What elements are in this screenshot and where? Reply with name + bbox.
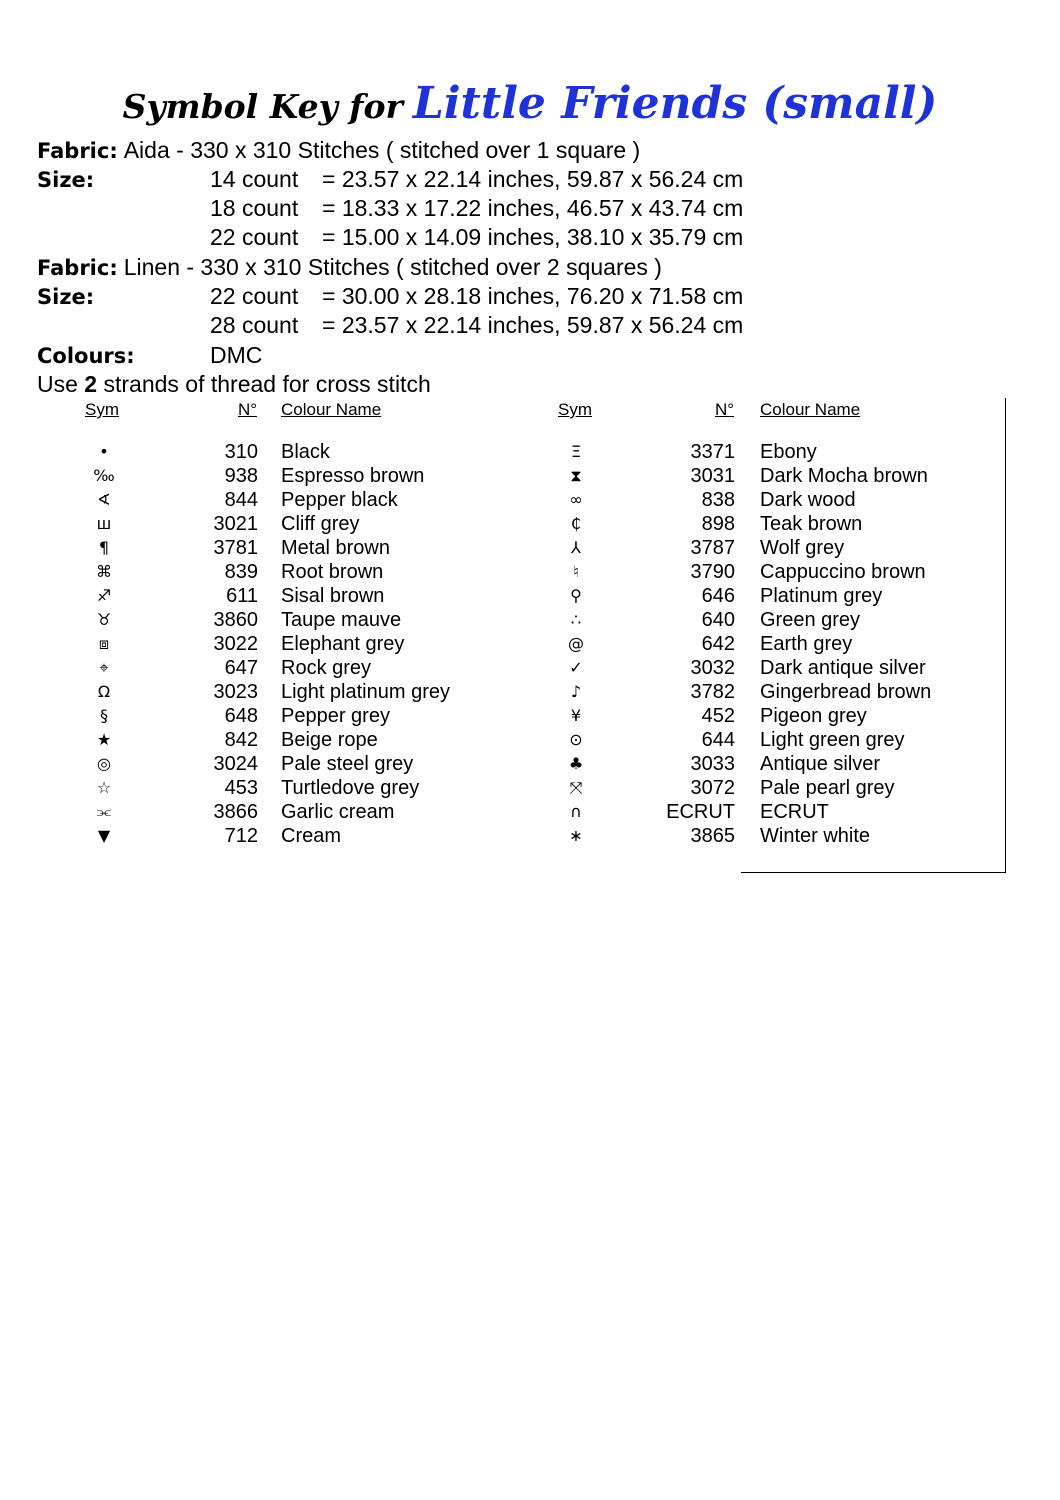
symbol-icon: ⧈ xyxy=(98,634,110,653)
symbol-icon: § xyxy=(100,706,108,725)
symbol-icon: ‰ xyxy=(93,466,115,485)
symbol-icon: ⫘ xyxy=(96,802,112,821)
colour-name: Winter white xyxy=(760,825,871,847)
dmc-number: 452 xyxy=(701,705,735,727)
header-num-right: N° xyxy=(715,400,735,419)
symbol-icon: ♮ xyxy=(573,562,579,581)
symbol-icon: ⌘ xyxy=(96,562,112,581)
size-value: = 30.00 x 28.18 inches, 76.20 x 71.58 cm xyxy=(322,283,744,309)
dmc-number: 3866 xyxy=(213,801,258,823)
symbol-icon: ∩ xyxy=(570,802,582,821)
size-count: 22 count xyxy=(210,283,299,309)
symbol-icon: ♐ xyxy=(96,586,112,605)
strands-count: 2 xyxy=(84,371,98,397)
dmc-number: 3781 xyxy=(213,537,258,559)
colour-name: Platinum grey xyxy=(760,585,883,607)
strands-note xyxy=(37,370,431,398)
dmc-number: 3790 xyxy=(690,561,735,583)
size-count: 22 count xyxy=(210,224,299,250)
dmc-number: 898 xyxy=(701,513,735,535)
colours-value: DMC xyxy=(210,342,263,368)
symbol-icon: ∞ xyxy=(569,490,583,509)
symbol-icon: ✓ xyxy=(569,658,583,677)
dmc-number: 642 xyxy=(701,633,735,655)
size-value: = 18.33 x 17.22 inches, 46.57 x 43.74 cm xyxy=(322,195,744,221)
colour-name: Espresso brown xyxy=(281,465,425,487)
table-border-right xyxy=(1005,398,1006,873)
colour-name: Garlic cream xyxy=(281,801,395,823)
colour-name: Pepper black xyxy=(281,489,398,511)
symbol-icon: ◎ xyxy=(97,754,111,773)
colour-name: Pale steel grey xyxy=(281,753,414,775)
colour-name: Teak brown xyxy=(760,513,863,535)
header-num-left: N° xyxy=(238,400,258,419)
dmc-number: 3782 xyxy=(690,681,735,703)
header-name-left: Colour Name xyxy=(281,400,382,419)
dmc-number: 611 xyxy=(226,585,258,607)
dmc-number: 3032 xyxy=(690,657,735,679)
symbol-icon: ∢ xyxy=(97,490,111,509)
dmc-number: 3022 xyxy=(213,633,258,655)
colour-name: Green grey xyxy=(760,609,861,631)
colour-name: Pigeon grey xyxy=(760,705,867,727)
dmc-number: 646 xyxy=(701,585,735,607)
header-sym-right: Sym xyxy=(558,400,592,419)
aida-size-row xyxy=(37,165,744,194)
colour-name: Light green grey xyxy=(760,729,905,751)
dmc-number: 712 xyxy=(224,825,258,847)
symbol-icon: ♉ xyxy=(96,610,112,629)
colour-name: Dark wood xyxy=(760,489,856,511)
dmc-number: 838 xyxy=(701,489,735,511)
dmc-number: 3024 xyxy=(213,753,258,775)
colour-name: Gingerbread brown xyxy=(760,681,932,703)
symbol-icon: Ω xyxy=(97,682,111,701)
dmc-number: 842 xyxy=(224,729,258,751)
dmc-number: 3787 xyxy=(690,537,735,559)
colour-name: Ebony xyxy=(760,441,817,463)
colour-name: Sisal brown xyxy=(281,585,385,607)
colour-name: Dark antique silver xyxy=(760,657,926,679)
colours-label: Colours: xyxy=(37,344,135,368)
symbol-icon: Ξ xyxy=(570,442,582,461)
colour-name: Elephant grey xyxy=(281,633,405,655)
colour-name: Light platinum grey xyxy=(281,681,450,703)
colour-name: Beige rope xyxy=(281,729,378,751)
linen-fabric-row xyxy=(37,253,662,282)
symbol-icon: ш xyxy=(96,514,112,533)
dmc-number: 640 xyxy=(701,609,735,631)
colour-name: Earth grey xyxy=(760,633,853,655)
colour-name: Antique silver xyxy=(760,753,881,775)
colour-name: Pale pearl grey xyxy=(760,777,895,799)
fabric-label: Fabric: xyxy=(37,139,118,163)
colour-name: Cliff grey xyxy=(281,513,360,535)
size-value: = 15.00 x 14.09 inches, 38.10 x 35.79 cm xyxy=(322,224,744,250)
colour-name: Rock grey xyxy=(281,657,372,679)
symbol-icon: ⊙ xyxy=(569,730,583,749)
dmc-number: 647 xyxy=(224,657,258,679)
colour-name: Wolf grey xyxy=(760,537,845,559)
symbol-icon: ♣ xyxy=(568,754,584,773)
dmc-number: 3865 xyxy=(690,825,735,847)
colour-name: Cappuccino brown xyxy=(760,561,926,583)
dmc-number: 3860 xyxy=(213,609,258,631)
dmc-number: 310 xyxy=(224,441,258,463)
size-value: = 23.57 x 22.14 inches, 59.87 x 56.24 cm xyxy=(322,166,744,192)
title-prefix: Symbol Key for xyxy=(122,87,403,126)
size-label: Size: xyxy=(37,285,95,309)
aida-fabric-row xyxy=(37,136,640,165)
page-title xyxy=(0,78,1060,129)
dmc-number: 3023 xyxy=(213,681,258,703)
dmc-number: 3072 xyxy=(690,777,735,799)
colour-name: ECRUT xyxy=(760,801,829,823)
symbol-icon: • xyxy=(99,442,109,461)
dmc-number: 3371 xyxy=(690,441,735,463)
symbol-icon: ¶ xyxy=(98,538,110,557)
colours-row xyxy=(37,341,263,370)
aida-fabric-text: Aida - 330 x 310 Stitches ( stitched over 1 square ) xyxy=(123,137,641,163)
symbol-icon: @ xyxy=(568,634,584,653)
table-border-bottom xyxy=(741,872,1006,873)
colour-name: Metal brown xyxy=(281,537,390,559)
linen-size-row xyxy=(37,282,744,311)
header-sym-left: Sym xyxy=(85,400,119,419)
colour-name: Dark Mocha brown xyxy=(760,465,928,487)
strands-post: strands of thread for cross stitch xyxy=(103,371,431,397)
size-count: 14 count xyxy=(210,166,299,192)
title-name: Little Friends (small) xyxy=(412,78,938,129)
dmc-number: 3033 xyxy=(690,753,735,775)
size-count: 18 count xyxy=(210,195,299,221)
dmc-number: 839 xyxy=(224,561,258,583)
symbol-icon: ⅄ xyxy=(571,538,581,557)
symbol-icon: ¥ xyxy=(570,706,582,725)
fabric-label: Fabric: xyxy=(37,256,118,280)
symbol-icon: ♪ xyxy=(570,682,582,701)
colour-name: Cream xyxy=(281,825,342,847)
dmc-number: 453 xyxy=(224,777,258,799)
symbol-icon: ★ xyxy=(96,730,112,749)
dmc-number: 648 xyxy=(224,705,258,727)
colour-name: Pepper grey xyxy=(281,705,390,727)
size-value: = 23.57 x 22.14 inches, 59.87 x 56.24 cm xyxy=(322,312,744,338)
strands-pre: Use xyxy=(37,371,78,397)
header-name-right: Colour Name xyxy=(760,400,861,419)
colour-name: Turtledove grey xyxy=(281,777,420,799)
symbol-icon: ☆ xyxy=(96,778,112,797)
dmc-number: 844 xyxy=(224,489,258,511)
symbol-icon: ▼ xyxy=(97,826,111,845)
symbol-icon: ₵ xyxy=(570,514,582,533)
symbol-icon: ⌖ xyxy=(99,658,109,677)
linen-fabric-text: Linen - 330 x 310 Stitches ( stitched over 2 squares ) xyxy=(123,254,662,280)
symbol-icon: ⚲ xyxy=(570,586,582,605)
symbol-icon: ⧗ xyxy=(570,466,582,485)
dmc-number: ECRUT xyxy=(666,801,735,823)
dmc-number: 3021 xyxy=(213,513,258,535)
symbol-icon: ∗ xyxy=(569,826,583,845)
dmc-number: 3031 xyxy=(690,465,735,487)
size-label: Size: xyxy=(37,168,95,192)
symbol-icon: ∴ xyxy=(570,610,582,629)
colour-name: Black xyxy=(281,441,330,463)
dmc-number: 938 xyxy=(224,465,258,487)
colour-name: Taupe mauve xyxy=(281,609,402,631)
colour-name: Root brown xyxy=(281,561,384,583)
symbol-icon: ⤧ xyxy=(569,778,583,797)
dmc-number: 644 xyxy=(701,729,735,751)
size-count: 28 count xyxy=(210,312,299,338)
